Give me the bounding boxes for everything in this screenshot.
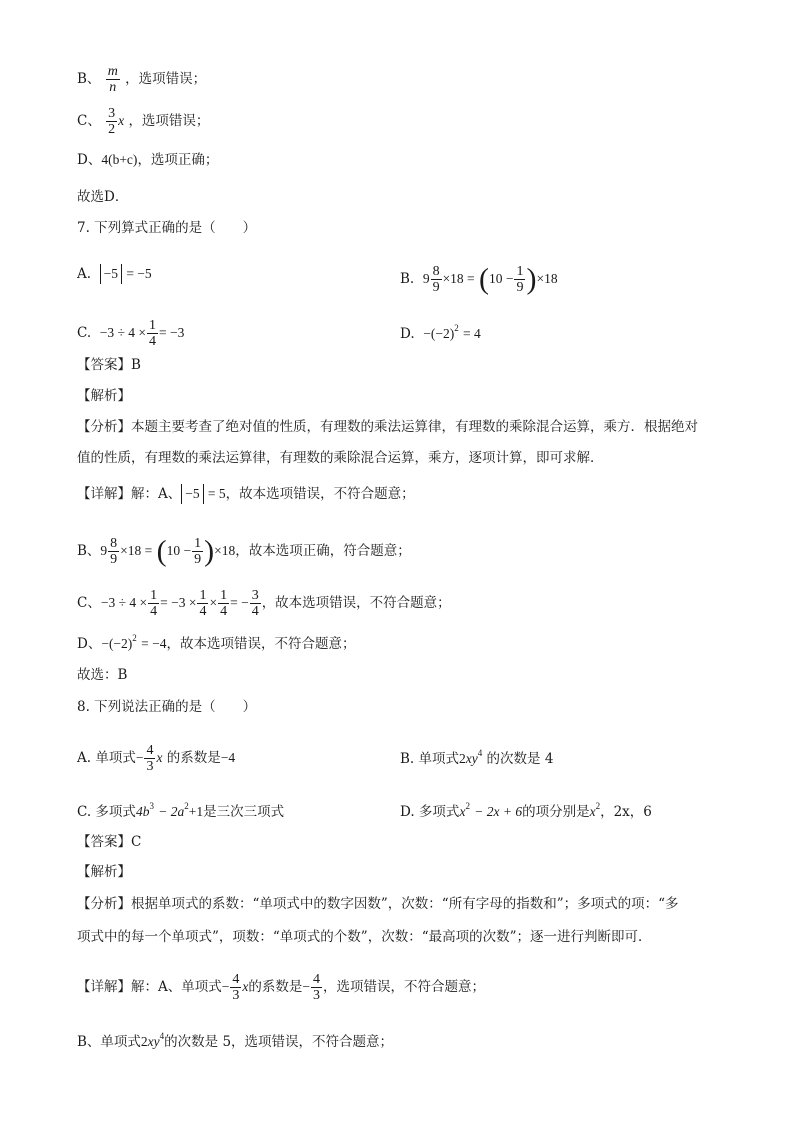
q8-option-b	[400, 743, 553, 769]
denominator: 4	[150, 604, 158, 619]
value: −4	[220, 750, 236, 765]
term-1: x	[459, 804, 466, 819]
part-1: −3 ÷ 4 ×	[100, 595, 148, 610]
rhs: = −4	[141, 636, 167, 651]
absolute-value: −5	[181, 484, 203, 504]
variable: x	[118, 113, 125, 128]
option-c-explanation	[77, 106, 209, 137]
text: ，选项错误；	[128, 113, 210, 129]
fraction	[514, 264, 525, 295]
q7-detail-d	[77, 628, 355, 654]
term-2: − 2x + 6	[474, 804, 523, 819]
denominator: 4	[149, 334, 156, 349]
result-1: x	[589, 804, 596, 819]
denominator: 3	[313, 988, 320, 1003]
variable: xy	[465, 751, 478, 766]
label: A. 单项式	[77, 750, 136, 766]
denominator: n	[109, 80, 117, 95]
text: ，选项错误，不符合题意；	[323, 979, 485, 995]
text: ，选项错误；	[125, 71, 207, 87]
variable: xy	[147, 1034, 160, 1049]
numerator: 1	[150, 588, 158, 603]
ten: 10 −	[166, 543, 192, 558]
minus: −	[135, 750, 144, 765]
numerator: 3	[108, 106, 116, 121]
tail: ×18	[214, 543, 236, 558]
option-d-explanation	[77, 150, 218, 170]
prefix: C、	[77, 595, 101, 611]
numerator: 3	[251, 588, 259, 603]
prefix: B、	[77, 543, 101, 559]
tail: ×18	[536, 271, 558, 286]
mid: 的系数是	[248, 979, 303, 995]
denominator: 4	[199, 604, 207, 619]
mid: ×18 =	[120, 543, 153, 558]
minus: −	[221, 979, 230, 994]
exponent-1: 3	[149, 801, 154, 811]
label: B.	[400, 271, 415, 287]
text: ，故本选项错误，不符合题意；	[225, 486, 415, 502]
q7-analysis-line-2: 值的性质，有理数的乘法运算律，有理数的乘除混合运算，乘方，逐项计算，即可求解．	[77, 450, 604, 466]
prefix: 【详解】解：A、单项式	[77, 979, 222, 995]
fraction	[197, 588, 208, 619]
part-3: ×	[209, 595, 218, 610]
denominator: 9	[516, 280, 524, 295]
q8-detail-b	[77, 1026, 393, 1052]
denominator: 3	[146, 759, 154, 774]
fraction	[108, 536, 119, 567]
fraction	[250, 588, 261, 619]
q8-stem: 8. 下列说法正确的是（ ）	[77, 699, 257, 715]
label: C. 多项式	[77, 804, 136, 820]
text: ，故本选项正确，符合题意；	[235, 543, 411, 559]
term-3: +1	[188, 804, 204, 819]
minus: −	[302, 979, 310, 994]
coefficient: 2	[459, 751, 466, 766]
fraction	[144, 743, 155, 774]
variable: x	[156, 750, 163, 765]
q7-detail-b: B、9 $\frac{8}{9}$ ×18 = (10 − $\frac{1}{9}$ )×18，故本选项正确，符合题意；	[77, 534, 411, 568]
term-1: 4b	[135, 804, 150, 819]
text: ，选项正确；	[137, 152, 219, 168]
exponent: 2	[132, 633, 137, 643]
numerator: 1	[220, 588, 228, 603]
prev-conclusion: 故选D．	[77, 189, 129, 205]
exponent-1: 2	[465, 801, 470, 811]
rhs: = −3	[159, 325, 185, 340]
q7-option-d	[400, 318, 481, 344]
text: 的项分别是	[522, 804, 590, 820]
denominator: 9	[110, 552, 118, 567]
variable: x	[242, 979, 249, 994]
rhs: = 4	[463, 326, 481, 341]
absolute-value: −5	[100, 264, 122, 284]
lhs: −(−2)	[423, 326, 455, 341]
q8-detail-a	[77, 972, 485, 1003]
label: B、	[77, 71, 101, 87]
q7-detail-c	[77, 588, 451, 619]
denominator: 3	[232, 988, 240, 1003]
numerator: 4	[146, 743, 154, 758]
exponent: 4	[159, 1031, 165, 1041]
denominator: 4	[220, 604, 228, 619]
fraction	[106, 64, 120, 95]
fraction	[192, 536, 203, 567]
fraction	[431, 264, 442, 295]
fraction	[148, 588, 159, 619]
label: C.	[77, 325, 92, 341]
result-1-exponent: 2	[595, 801, 601, 811]
q7-conclusion: 故选：B	[77, 667, 128, 683]
rhs: = 5	[207, 486, 226, 501]
part-4: = −	[230, 595, 249, 610]
lhs: −3 ÷ 4 ×	[99, 325, 146, 340]
exponent: 2	[454, 323, 459, 333]
denominator: 2	[108, 122, 116, 137]
denominator: 4	[251, 604, 259, 619]
numerator: 1	[516, 264, 524, 279]
text: ，故本选项错误，不符合题意；	[166, 636, 356, 652]
term-2: − 2a	[158, 804, 185, 819]
q8-analysis-line-2: 项式中的每一个单项式”，项数：“单项式的个数”，次数：“最高项的次数”；逐一进行判断即可．	[77, 929, 652, 945]
q7-stem: 7. 下列算式正确的是（ ）	[77, 220, 257, 236]
fraction	[218, 588, 229, 619]
prefix: 【详解】解：A、	[77, 486, 182, 502]
ten: 10 −	[488, 271, 514, 286]
numerator: 1	[194, 536, 202, 551]
label: B. 单项式	[400, 751, 460, 767]
expression: 4(b+c)	[101, 152, 138, 167]
numerator: 1	[199, 588, 207, 603]
numerator: 8	[110, 536, 118, 551]
label: D.	[400, 326, 415, 342]
q7-answer: 【答案】B	[77, 357, 141, 373]
q8-option-a	[77, 743, 235, 774]
text: 是三次三项式	[203, 804, 285, 820]
label: D. 多项式	[400, 804, 460, 820]
exponent-2: 2	[184, 801, 189, 811]
q8-answer: 【答案】C	[77, 834, 142, 850]
fraction	[106, 106, 117, 137]
whole: 9	[100, 543, 108, 558]
numerator: 4	[232, 972, 240, 987]
lhs: −(−2)	[101, 636, 133, 651]
text: 的次数是 4	[486, 751, 554, 767]
prefix: B、单项式	[77, 1034, 141, 1050]
rhs: = −5	[126, 266, 152, 281]
option-b-explanation	[77, 64, 206, 95]
numerator: 4	[313, 972, 320, 987]
q7-option-b: B. 9 $\frac{8}{9}$ ×18 = (10 − $\frac{1}{9}$ )×18	[400, 262, 558, 296]
fraction	[311, 972, 322, 1003]
q7-analysis-line-1: 【分析】本题主要考查了绝对值的性质，有理数的乘法运算律，有理数的乘除混合运算，乘方．根据绝对	[77, 419, 698, 435]
prefix: D、	[77, 636, 102, 652]
q7-analysis-heading: 【解析】	[77, 388, 131, 404]
label: A.	[77, 266, 92, 282]
text: 的系数是	[166, 750, 221, 766]
q8-option-c	[77, 796, 284, 822]
result-rest: ，2x，6	[600, 804, 652, 820]
text: ，故本选项错误，不符合题意；	[261, 595, 451, 611]
q7-option-a	[77, 264, 152, 284]
denominator: 9	[194, 552, 202, 567]
part-2: = −3 ×	[160, 595, 197, 610]
denominator: 9	[432, 280, 440, 295]
coefficient: 2	[140, 1034, 148, 1049]
mid: ×18 =	[442, 271, 475, 286]
q8-analysis-heading: 【解析】	[77, 864, 131, 880]
label: C、	[77, 113, 101, 129]
whole: 9	[422, 271, 430, 286]
numerator: 1	[149, 318, 156, 333]
q8-analysis-line-1: 【分析】根据单项式的系数：“单项式中的数字因数”，次数：“所有字母的指数和”；多项式的项：“多	[77, 896, 679, 912]
fraction	[147, 318, 158, 349]
fraction	[230, 972, 241, 1003]
text: 的次数是 5，选项错误，不符合题意；	[164, 1034, 394, 1050]
exponent: 4	[477, 748, 483, 758]
q7-detail-a	[77, 484, 415, 504]
numerator: m	[107, 64, 118, 79]
q7-option-c	[77, 318, 184, 349]
numerator: 8	[432, 264, 440, 279]
label: D、	[77, 152, 102, 168]
q8-option-d	[400, 796, 652, 822]
